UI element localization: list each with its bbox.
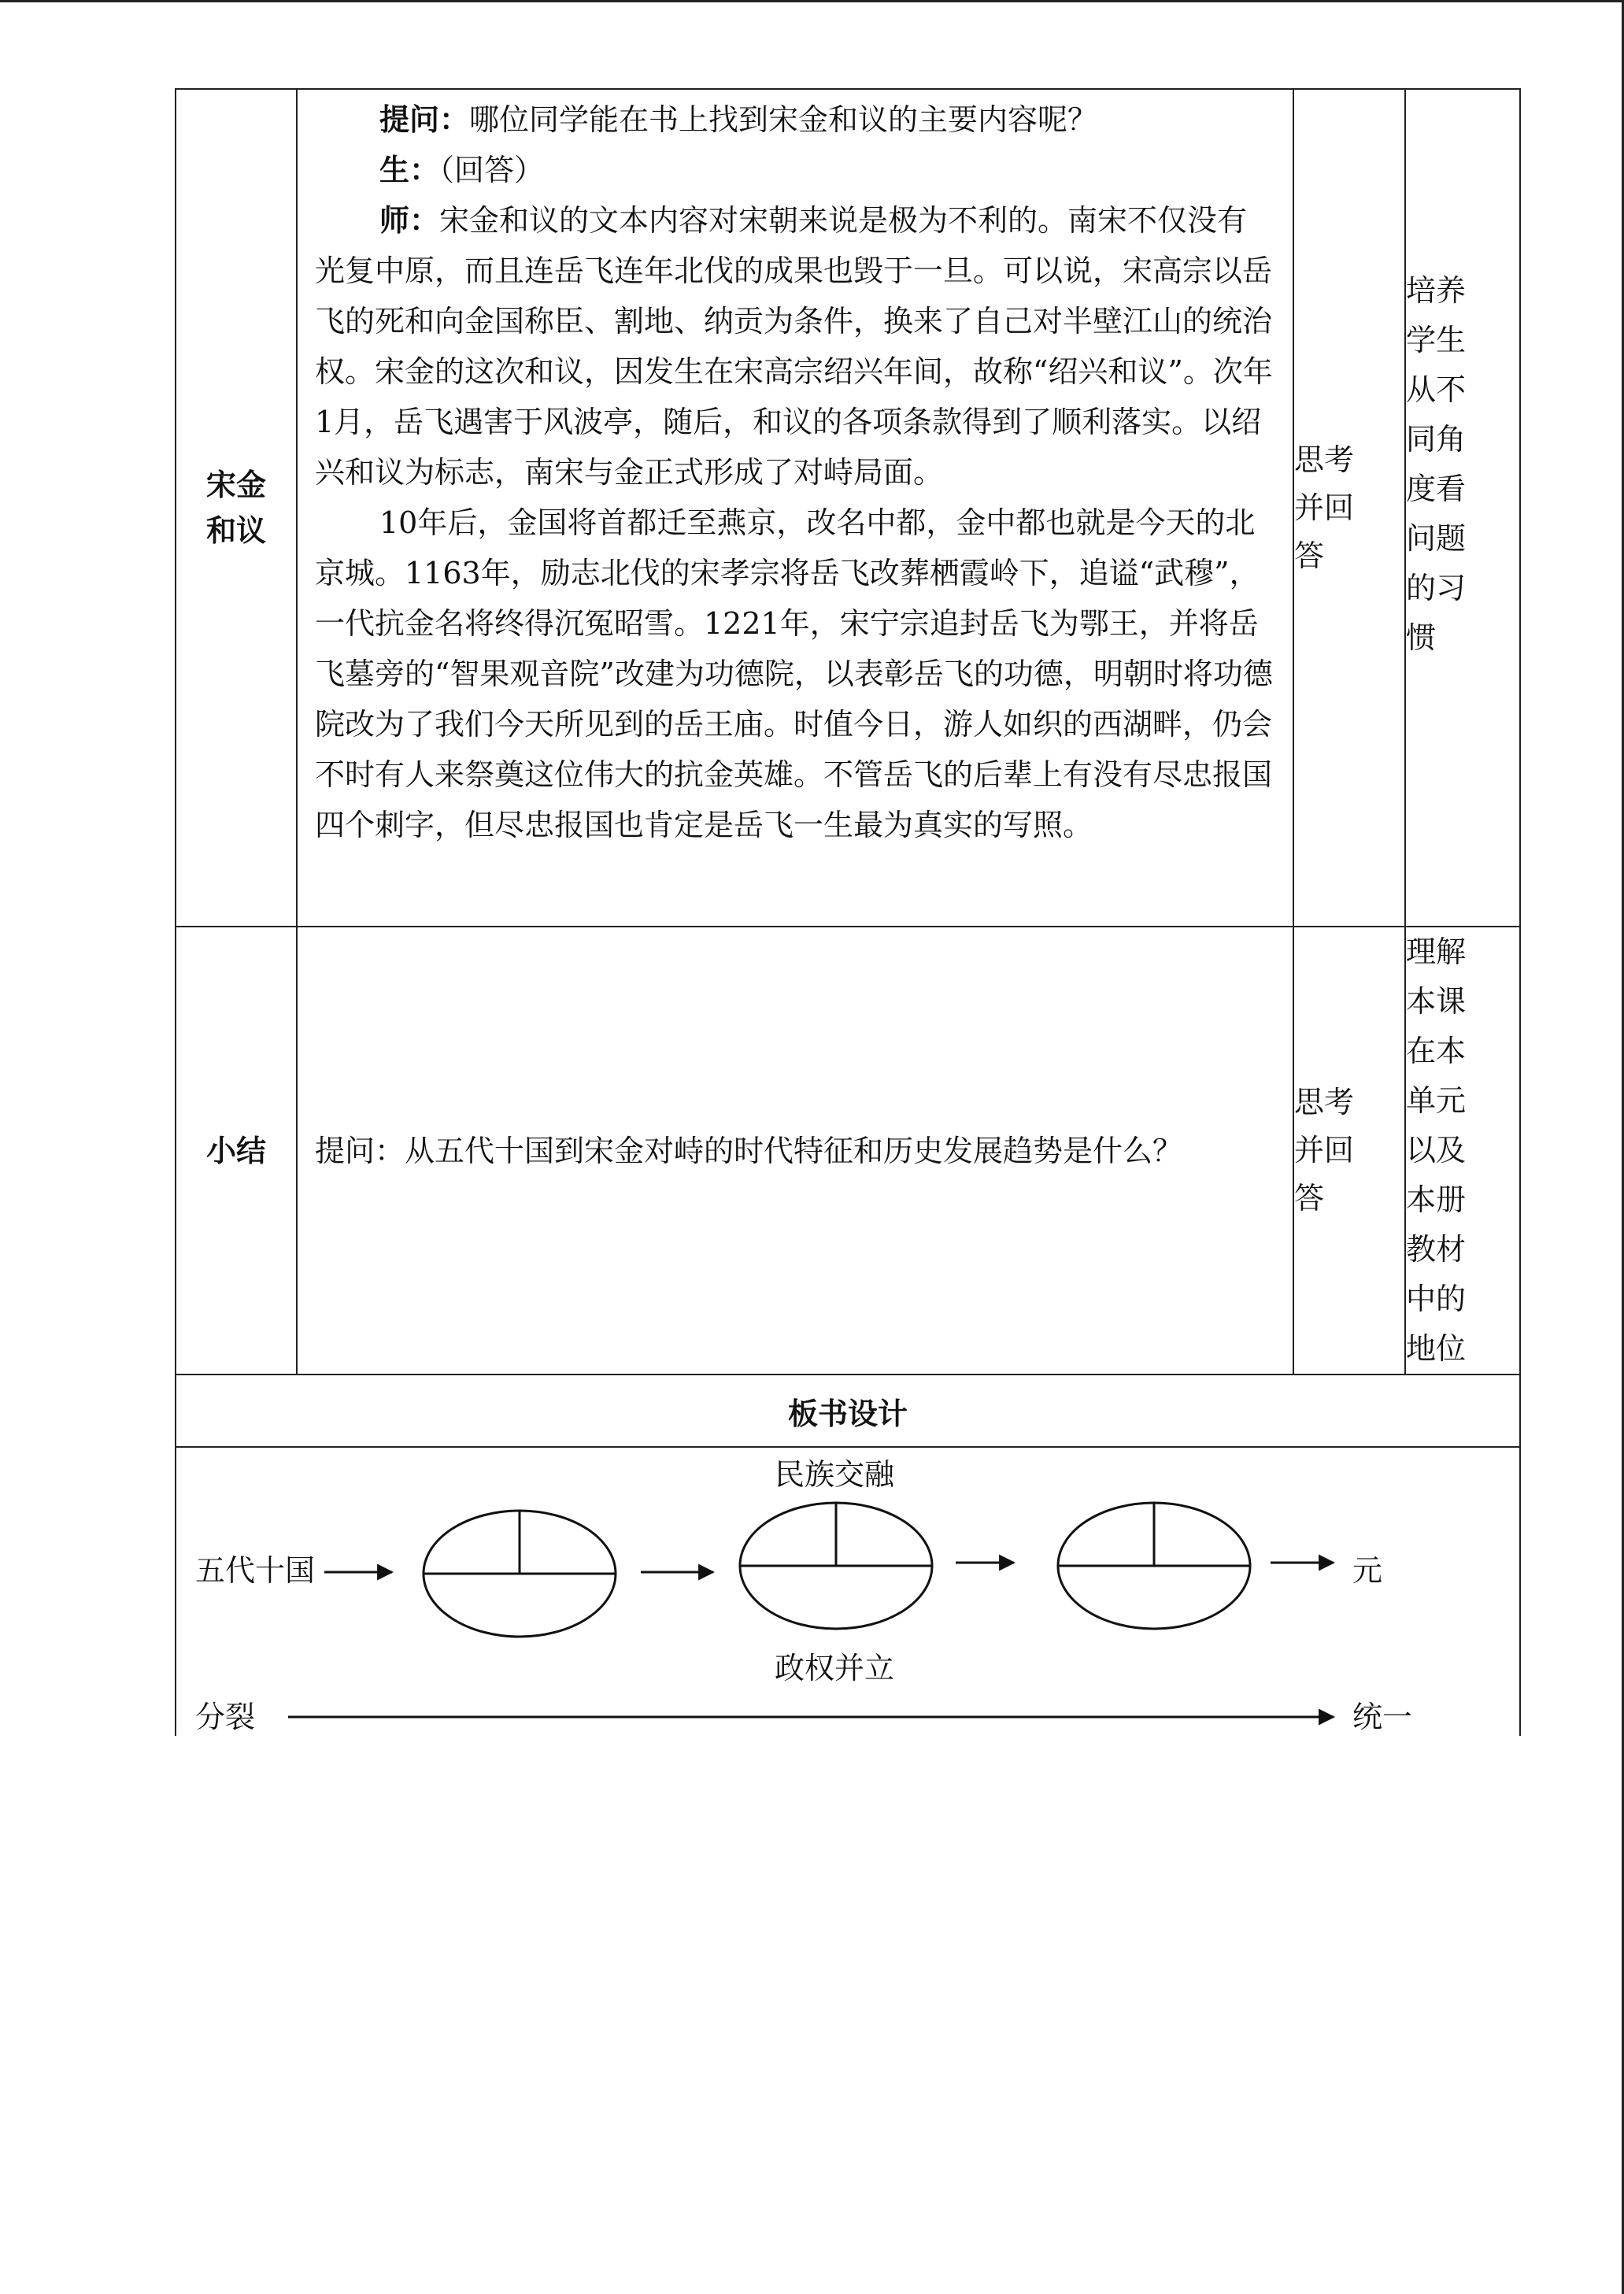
design-intent-line: 以及 xyxy=(1406,1133,1467,1167)
question-text: 哪位同学能在书上找到宋金和议的主要内容呢？ xyxy=(469,102,1098,137)
student-activity-line: 答 xyxy=(1294,538,1325,573)
teacher-keyword: 师： xyxy=(379,203,440,238)
design-intent-line: 理解 xyxy=(1406,934,1467,969)
student-keyword: 生： xyxy=(379,153,440,187)
design-intent-line: 在本 xyxy=(1406,1034,1467,1068)
board-diagram-row xyxy=(176,1447,1520,1736)
student-text: （回答） xyxy=(439,153,545,187)
question-keyword: 提问： xyxy=(379,102,470,137)
lesson-plan-document xyxy=(175,88,1519,1736)
design-intent-line: 本册 xyxy=(1406,1182,1467,1217)
table-row-summary xyxy=(176,927,1520,1375)
student-paragraph xyxy=(315,145,1277,195)
lesson-table xyxy=(175,88,1521,1736)
question-paragraph xyxy=(315,94,1277,145)
student-activity-line: 思考 xyxy=(1294,442,1355,477)
trend-end-label: 统一 xyxy=(1352,1700,1413,1734)
design-intent-line: 从不 xyxy=(1406,372,1467,407)
teaching-content-cell xyxy=(297,927,1293,1375)
teacher-paragraph xyxy=(315,195,1277,498)
design-intent-cell xyxy=(1405,927,1520,1375)
section-label-line: 宋金 xyxy=(205,468,266,502)
student-activity-cell xyxy=(1293,927,1405,1375)
design-intent-line: 问题 xyxy=(1406,521,1467,556)
design-intent-line: 的习 xyxy=(1406,571,1467,605)
design-intent-line: 度看 xyxy=(1406,472,1467,506)
period-ellipse-2 xyxy=(740,1503,932,1629)
board-start-label: 五代十国 xyxy=(195,1553,316,1588)
section-label xyxy=(176,89,297,927)
summary-question: 提问：从五代十国到宋金对峙的时代特征和历史发展趋势是什么？ xyxy=(315,1133,1183,1168)
design-intent-line: 培养 xyxy=(1406,273,1467,308)
design-intent-line: 教材 xyxy=(1406,1232,1467,1267)
board-title: 板书设计 xyxy=(176,1375,1520,1447)
board-title-row xyxy=(176,1375,1520,1447)
period-ellipse-1 xyxy=(424,1511,616,1637)
trend-start-label: 分裂 xyxy=(195,1700,256,1734)
design-intent-line: 学生 xyxy=(1406,323,1467,357)
teacher-text: 宋金和议的文本内容对宋朝来说是极为不利的。南宋不仅没有光复中原，而且连岳飞连年北伐的成果也毁于一旦。可以说，宋高宗以岳飞的死和向金国称臣、割地、纳贡为条件，换来了自己对半壁江山的统治权。宋金的这次和议，因发生在宋高宗绍兴年间，故称“绍兴和议”。次年1月，岳飞遇害于风波亭，随后，和议的各项条款得到了顺利落实。以绍兴和议为标志，南宋与金正式形成了对峙局面。 xyxy=(315,203,1273,490)
design-intent-line: 同角 xyxy=(1406,422,1467,457)
student-activity-line: 答 xyxy=(1294,1181,1325,1215)
table-row-song-jin-treaty xyxy=(176,89,1520,927)
design-intent-line: 本课 xyxy=(1406,984,1467,1019)
design-intent-line: 惯 xyxy=(1406,620,1437,655)
student-activity-cell xyxy=(1293,89,1405,927)
teaching-content-cell xyxy=(297,89,1293,927)
period-ellipse-3 xyxy=(1058,1503,1250,1629)
section-label-line: 和议 xyxy=(205,513,266,548)
student-activity-line: 并回 xyxy=(1294,490,1355,525)
board-end-label: 元 xyxy=(1352,1553,1383,1588)
student-activity-line: 思考 xyxy=(1294,1085,1355,1119)
section-label: 小结 xyxy=(176,927,297,1375)
design-intent-line: 中的 xyxy=(1406,1282,1467,1316)
student-activity-line: 并回 xyxy=(1294,1133,1355,1167)
design-intent-line: 单元 xyxy=(1406,1083,1467,1118)
design-intent-line: 地位 xyxy=(1406,1331,1467,1366)
board-diagram-cell xyxy=(176,1447,1520,1736)
board-top-label: 民族交融 xyxy=(775,1457,895,1492)
board-bottom-label: 政权并立 xyxy=(775,1651,895,1685)
page-top-border xyxy=(0,0,1624,2)
history-paragraph: 10年后，金国将首都迁至燕京，改名中都，金中都也就是今天的北京城。1163年，励志北伐的宋孝宗将岳飞改葬栖霞岭下，追谥“武穆”，一代抗金名将终得沉冤昭雪。1221年，宋宁宗追封岳飞为鄂王，并将岳飞墓旁的“智果观音院”改建为功德院，以表彰岳飞的功德，明朝时将功德院改为了我们今天所见到的岳王庙。时值今日，游人如织的西湖畔，仍会不时有人来祭奠这位伟大的抗金英雄。不管岳飞的后辈上有没有尽忠报国四个刺字，但尽忠报国也肯定是岳飞一生最为真实的写照。 xyxy=(315,505,1273,842)
design-intent-cell xyxy=(1405,89,1520,927)
